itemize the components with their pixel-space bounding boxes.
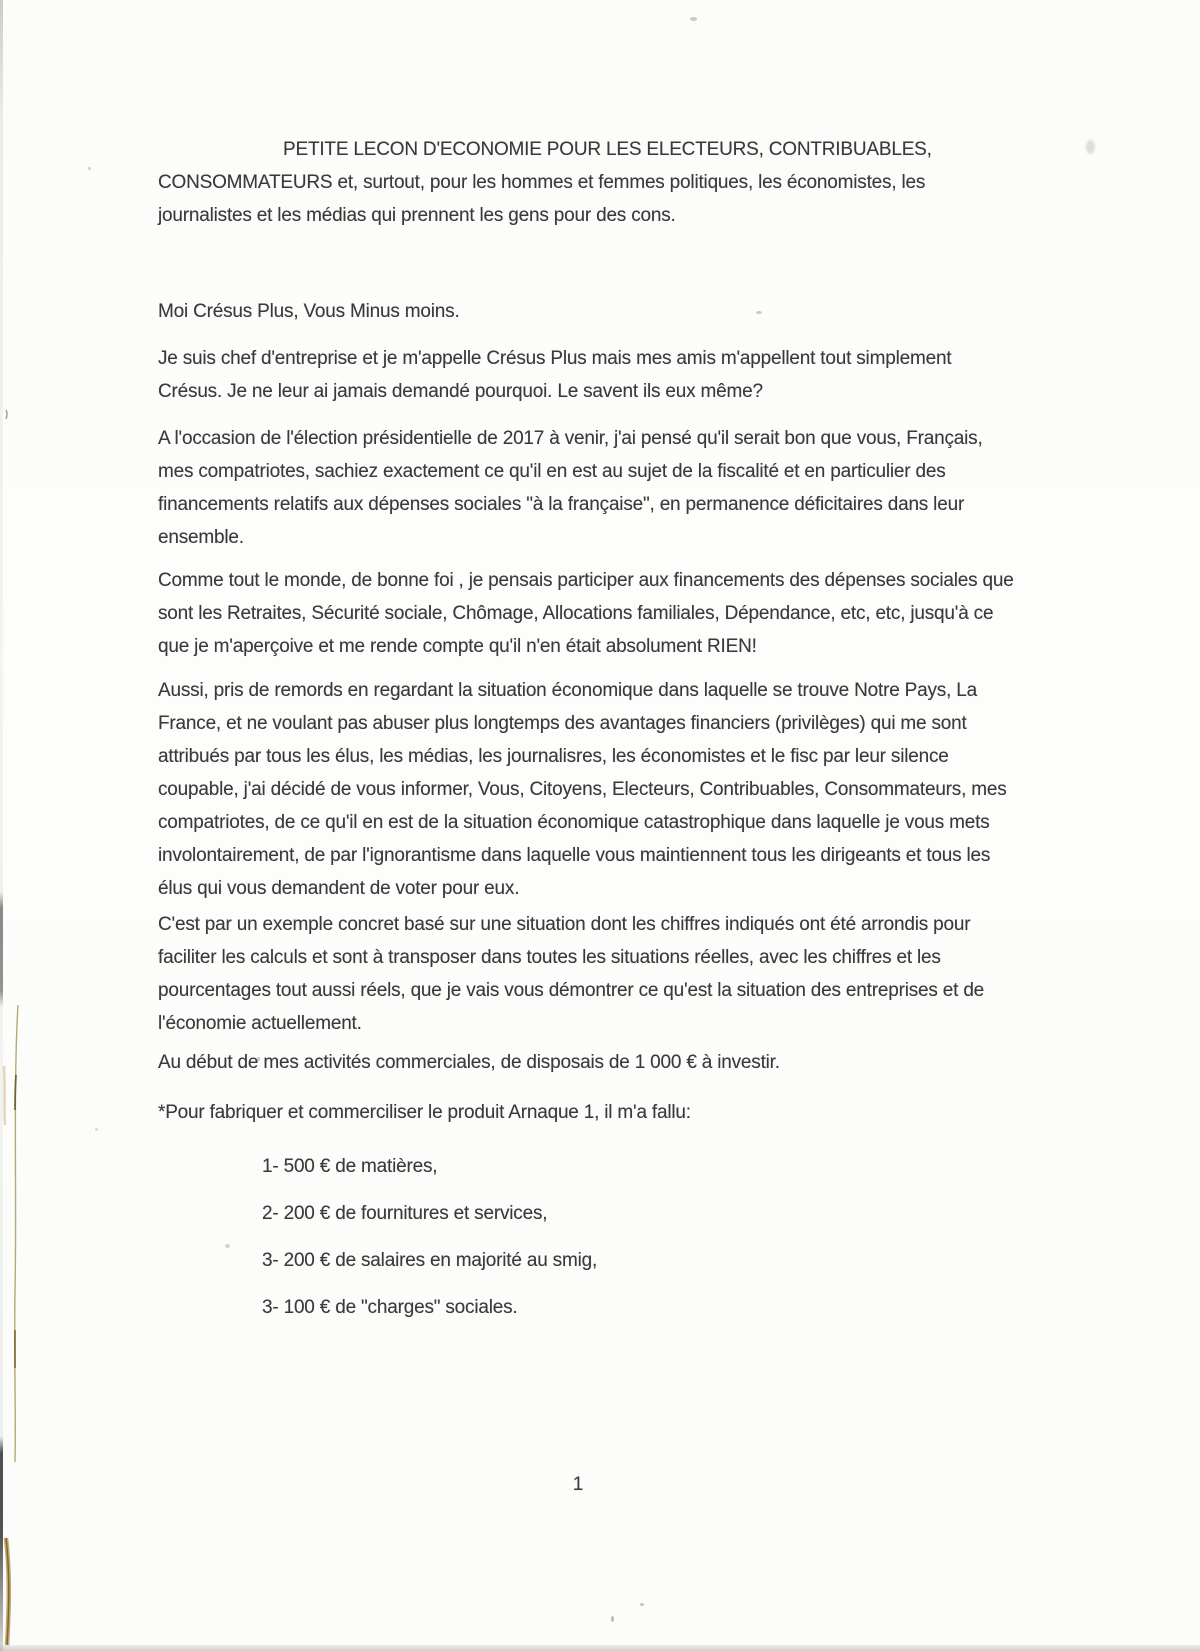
cost-item-fournitures: 2- 200 € de fournitures et services, (262, 1203, 548, 1224)
paragraph-produit-arnaque: *Pour fabriquer et commerciliser le produit Arnaque 1, il m'a fallu: (158, 1102, 691, 1123)
scan-speck (225, 1244, 230, 1248)
scan-speck (756, 311, 762, 314)
cost-item-matieres: 1- 500 € de matières, (262, 1156, 438, 1177)
page-number: 1 (572, 1474, 584, 1495)
scan-smudge (1086, 140, 1095, 154)
paragraph-moi-cresus: Moi Crésus Plus, Vous Minus moins. (158, 301, 460, 322)
cost-item-charges: 3- 100 € de "charges" sociales. (262, 1297, 518, 1318)
paragraph-exemple-concret: C'est par un exemple concret basé sur une situation dont les chiffres indiqués ont été arrondis pour faciliter les calculs et sont à transposer dans toutes les situations réelles, avec les chiffres et les pourcentages tout aussi réels, que je vais vous démontrer ce qu'est la situation des entreprises et de l'économie actuellement. (158, 914, 985, 1034)
scan-speck (257, 1057, 260, 1061)
cost-item-salaires: 3- 200 € de salaires en majorité au smig, (262, 1250, 598, 1271)
document-title: PETITE LECON D'ECONOMIE POUR LES ELECTEURS, CONTRIBUABLES, CONSOMMATEURS et, surtout, pour les hommes et femmes politiques, les économistes, les journalistes et les médias qui prennent les gens pour des cons. (158, 139, 932, 226)
scan-speck (690, 17, 697, 21)
paragraph-remords: Aussi, pris de remords en regardant la situation économique dans laquelle se trouve Notre Pays, La France, et ne voulant pas abuser plus longtemps des avantages financiers (privilèges) qui me sont attribués par tous les élus, les médias, les journalisres, les économistes et le fisc par leur silence coupable, j'ai décidé de vous informer, Vous, Citoyens, Electeurs, Contribuables, Consommateurs, mes compatriotes, de ce qu'il en est de la situation économique catastrophique dans laquelle je vous mets involontairement, de par l'ignorantisme dans laquelle vous maintiennent tous les dirigeants et tous les élus qui vous demandent de voter pour eux. (158, 680, 1007, 899)
scan-speck (88, 167, 91, 170)
scan-speck (95, 1128, 98, 1131)
paragraph-debut-activites: Au début de mes activités commerciales, de disposais de 1 000 € à investir. (158, 1052, 780, 1073)
paragraph-bonne-foi: Comme tout le monde, de bonne foi , je pensais participer aux financements des dépenses sociales que sont les Retraites, Sécurité sociale, Chômage, Allocations familiales, Dépendance, etc, etc, jusqu'à ce que je m'aperçoive et me rende compte qu'il n'en était absolument RIEN! (158, 570, 1014, 657)
paragraph-election-2017: A l'occasion de l'élection présidentielle de 2017 à venir, j'ai pensé qu'il serait bon que vous, Français, mes compatriotes, sachiez exactement ce qu'il en est au sujet de la fiscalité et en particulier des financements relatifs aux dépenses sociales "à la française", en permanence déficitaires dans leur ensemble. (158, 428, 983, 548)
scan-speck (640, 1603, 644, 1606)
paragraph-chef-entreprise: Je suis chef d'entreprise et je m'appelle Crésus Plus mais mes amis m'appellent tout simplement Crésus. Je ne leur ai jamais demandé pourquoi. Le savent ils eux même? (158, 348, 952, 402)
scan-speck (611, 1616, 614, 1622)
